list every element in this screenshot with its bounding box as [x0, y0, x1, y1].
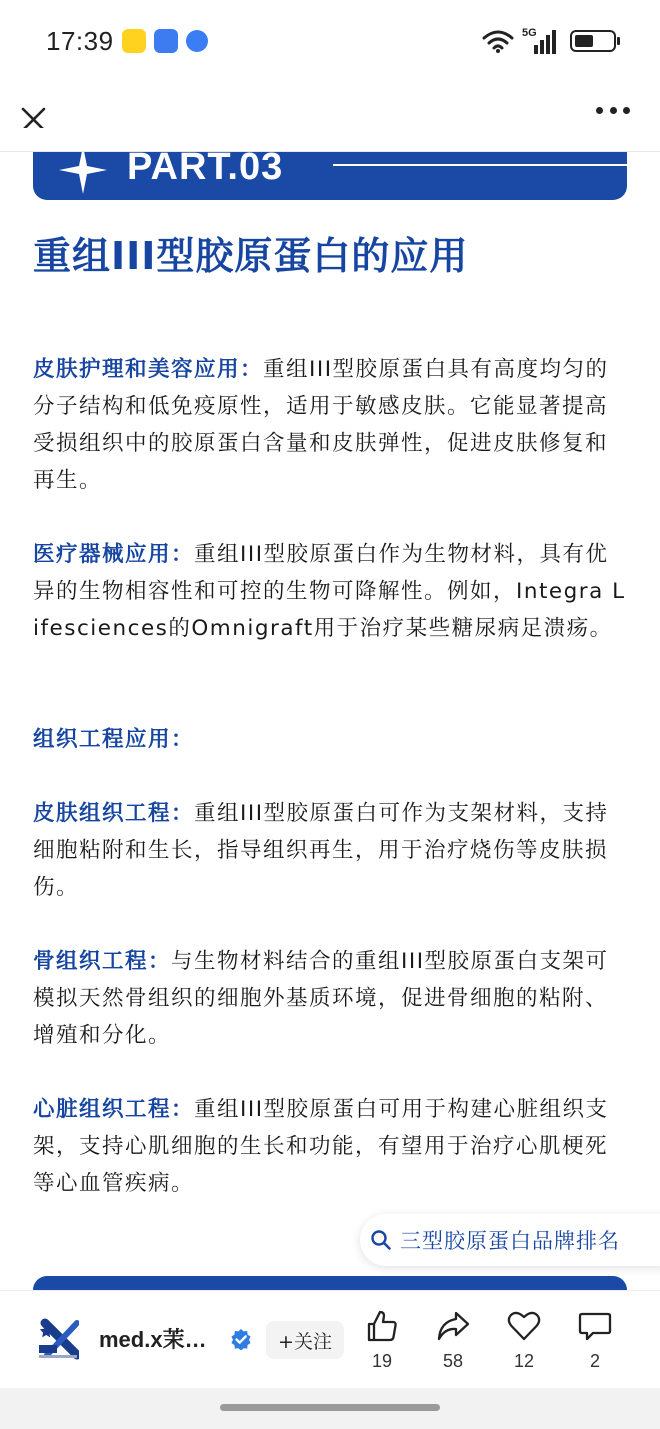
- comment-count: 2: [589, 1351, 600, 1371]
- verified-badge-icon: [230, 1328, 252, 1350]
- paragraph-body: 重组III型胶原蛋白可作为支架材料，支持细胞粘附和生长，指导组织再生，用于治疗烧伤等皮肤损伤。: [33, 801, 609, 900]
- paragraph-lead: 皮肤组织工程：: [33, 801, 195, 826]
- comment-button[interactable]: [565, 1309, 625, 1381]
- article-paragraph: [33, 943, 629, 1054]
- search-suggestion-text: 三型胶原蛋白品牌排名: [400, 1229, 620, 1253]
- paragraph-body: 与生物材料结合的重组III型胶原蛋白支架可模拟天然骨组织的细胞外基质环境，促进骨细胞的粘附、增殖和分化。: [33, 949, 609, 1048]
- paragraph-body: 重组III型胶原蛋白具有高度均匀的分子结构和低免疫原性，适用于敏感皮肤。它能显著提高受损组织中的胶原蛋白含量和皮肤弹性，促进皮肤修复和再生。: [33, 357, 609, 493]
- status-indicators: [482, 26, 616, 56]
- network-type-label: 5G: [522, 27, 537, 39]
- share-arrow-icon: [436, 1309, 470, 1343]
- paragraph-lead: 组织工程应用：: [33, 727, 195, 752]
- article-paragraph: [33, 351, 629, 499]
- gesture-nav-area: [0, 1388, 660, 1429]
- share-button[interactable]: [423, 1309, 483, 1381]
- app-notification-icon: [122, 29, 146, 53]
- battery-icon: [570, 30, 616, 52]
- comment-bubble-icon: [578, 1309, 612, 1343]
- favorite-button[interactable]: [494, 1309, 554, 1381]
- banner-divider: [333, 164, 627, 166]
- thumbs-up-icon: [365, 1309, 399, 1343]
- status-bar: [0, 0, 660, 84]
- part-banner: [33, 152, 627, 200]
- article-paragraph: [33, 536, 629, 647]
- share-count: 58: [442, 1351, 464, 1371]
- part-label: PART.03: [127, 152, 284, 188]
- favorite-count: 12: [513, 1351, 535, 1371]
- status-time: 17:39: [46, 26, 114, 56]
- like-count: 19: [371, 1351, 393, 1371]
- home-indicator[interactable]: [220, 1404, 440, 1411]
- like-button[interactable]: [352, 1309, 412, 1381]
- app-notification-icon: [154, 29, 178, 53]
- close-icon[interactable]: [18, 96, 50, 128]
- follow-button[interactable]: +关注: [266, 1321, 344, 1359]
- paragraph-lead: 皮肤护理和美容应用：: [33, 357, 264, 382]
- bottom-action-bar: [0, 1290, 660, 1388]
- app-notification-icon: [186, 30, 208, 52]
- author-avatar[interactable]: [37, 1317, 79, 1361]
- paragraph-body: 重组III型胶原蛋白可用于构建心脏组织支架，支持心肌细胞的生长和功能，有望用于治疗心肌梗死等心血管疾病。: [33, 1097, 609, 1196]
- article-paragraph: [33, 795, 629, 906]
- section-title: 重组III型胶原蛋白的应用: [33, 234, 469, 278]
- paragraph-lead: 骨组织工程：: [33, 949, 172, 974]
- cellular-signal-icon: [522, 27, 556, 55]
- article-paragraph: [33, 1091, 629, 1202]
- search-icon: [370, 1229, 392, 1251]
- more-dots-icon[interactable]: [596, 107, 630, 115]
- paragraph-lead: 心脏组织工程：: [33, 1097, 195, 1122]
- wifi-icon: [482, 29, 514, 53]
- top-bar: [0, 84, 660, 152]
- paragraph-body: 重组III型胶原蛋白作为生物材料，具有优异的生物相容性和可控的生物可降解性。例如，Integra Lifesciences的Omnigraft用于治疗某些糖尿病足溃疡。: [33, 542, 626, 641]
- heart-icon: [507, 1309, 541, 1343]
- search-suggestion-button[interactable]: [360, 1214, 660, 1266]
- article-paragraph: [33, 721, 629, 758]
- paragraph-lead: 医疗器械应用：: [33, 542, 195, 567]
- star-sparkle-icon: [55, 152, 111, 198]
- author-name[interactable]: med.x茉…: [99, 1327, 207, 1352]
